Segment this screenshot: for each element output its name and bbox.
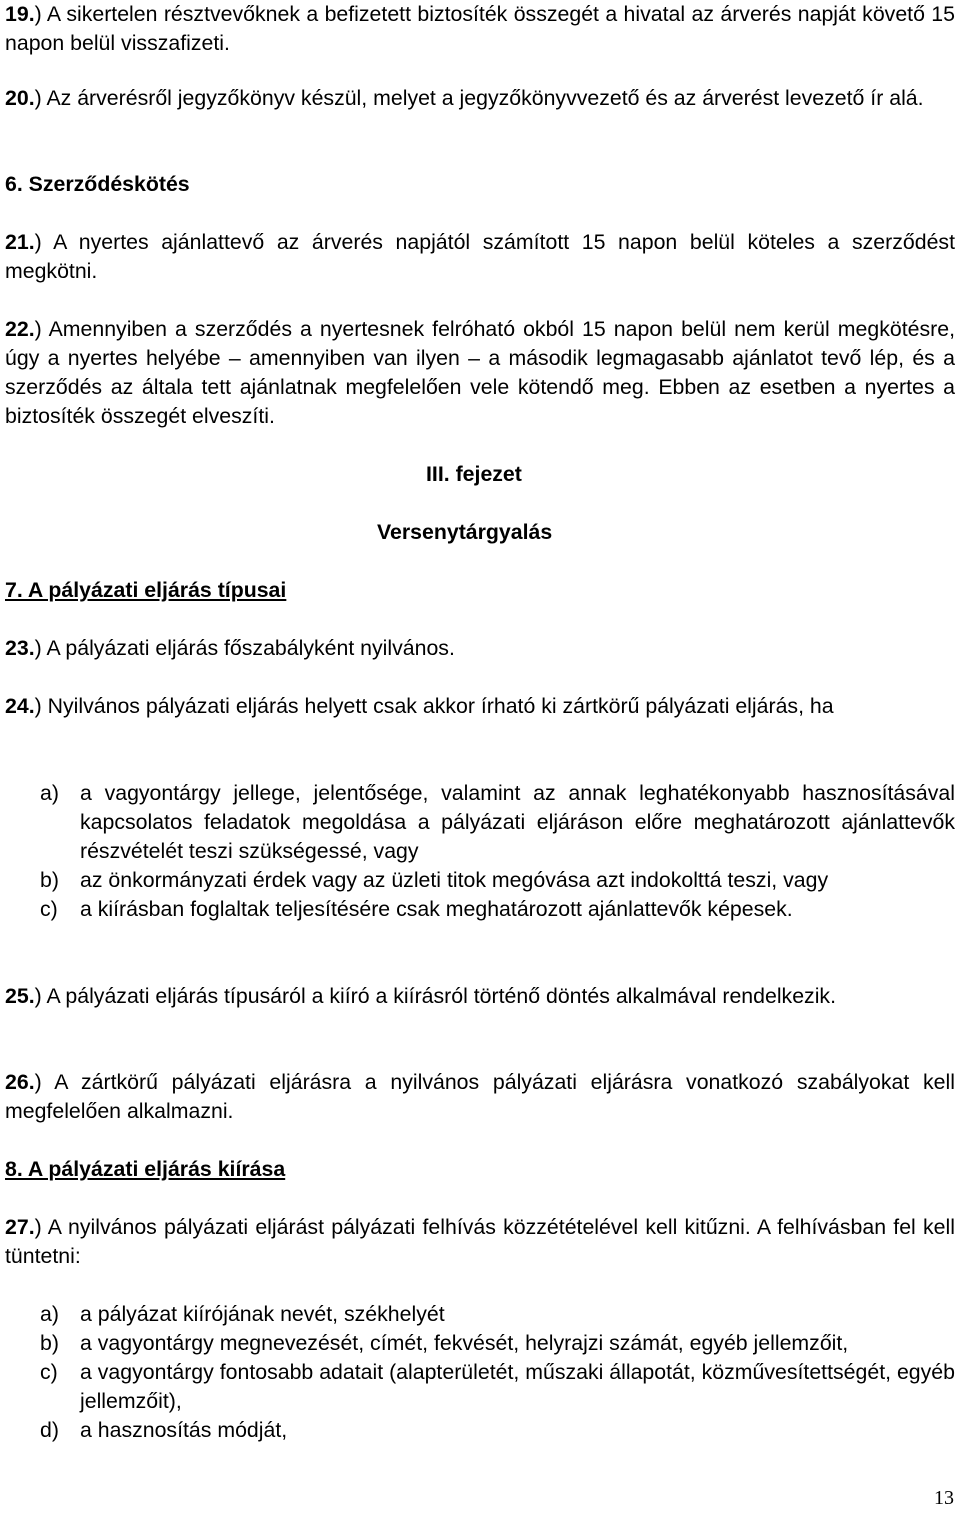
- paragraph-text: ) Az árverésről jegyzőkönyv készül, melyet a jegyzőkönyvvezető és az árverést levezető ír alá.: [34, 86, 924, 110]
- list-item-label: c): [40, 897, 58, 921]
- paragraph-text: ) A nyilvános pályázati eljárást pályázati felhívás közzétételével kell kitűzni. A felhívásban fel kell tüntetni:: [5, 1215, 955, 1268]
- paragraph-19: [5, 0, 955, 58]
- paragraph-20: [5, 84, 955, 113]
- list-item-text: a hasznosítás módját,: [80, 1418, 288, 1442]
- section-heading-8: [5, 1155, 955, 1184]
- paragraph-number: 21.: [5, 230, 35, 254]
- paragraph-number: 19.: [5, 2, 35, 26]
- paragraph-21: [5, 228, 955, 286]
- list-item: [40, 1358, 955, 1416]
- list-item-text: az önkormányzati érdek vagy az üzleti titok megóvása azt indokolttá teszi, vagy: [80, 868, 829, 892]
- paragraph-text: ) A sikertelen résztvevőknek a befizetett biztosíték összegét a hivatal az árverés napját követő 15 napon belül visszafizeti.: [5, 2, 955, 55]
- list-item: [40, 1416, 955, 1445]
- paragraph-text: ) A pályázati eljárás típusáról a kiíró a kiírásról történő döntés alkalmával rendelkezik.: [34, 984, 836, 1008]
- paragraph-27: [5, 1213, 955, 1271]
- paragraph-number: 24.: [5, 694, 35, 718]
- paragraph-number: 25.: [5, 984, 35, 1008]
- list-item-text: a kiírásban foglaltak teljesítésére csak meghatározott ajánlattevők képesek.: [80, 897, 793, 921]
- paragraph-24: [5, 692, 955, 721]
- paragraph-number: 22.: [5, 317, 35, 341]
- page-number: 13: [934, 1487, 954, 1509]
- announcement-contents-list: [40, 1300, 955, 1445]
- paragraph-number: 27.: [5, 1215, 35, 1239]
- section-heading-7-text: 7. A pályázati eljárás típusai: [5, 578, 287, 602]
- section-heading-8-text: 8. A pályázati eljárás kiírása: [5, 1157, 286, 1181]
- paragraph-number: 26.: [5, 1070, 35, 1094]
- list-item-label: d): [40, 1418, 59, 1442]
- list-item: [40, 779, 955, 866]
- paragraph-text: ) A zártkörű pályázati eljárásra a nyilvános pályázati eljárásra vonatkozó szabályokat kell megfelelően alkalmazni.: [5, 1070, 955, 1123]
- section-heading-6: 6. Szerződéskötés: [5, 172, 190, 196]
- list-item-label: a): [40, 781, 59, 805]
- list-item-text: a pályázat kiírójának nevét, székhelyét: [80, 1302, 445, 1326]
- paragraph-text: ) Nyilvános pályázati eljárás helyett csak akkor írható ki zártkörű pályázati eljárás, ha: [34, 694, 834, 718]
- list-item: [40, 866, 955, 895]
- list-item-label: b): [40, 1331, 59, 1355]
- chapter-title: Versenytárgyalás: [377, 520, 553, 544]
- section-heading-7: [5, 576, 955, 605]
- list-item-text: a vagyontárgy jellege, jelentősége, valamint az annak leghatékonyabb hasznosításával kapcsolatos feladatok megoldása a pályázati eljáráson előre meghatározott ajánlattevők részvételét teszi szükségessé, vagy: [80, 781, 955, 863]
- list-item-text: a vagyontárgy megnevezését, címét, fekvését, helyrajzi számát, egyéb jellemzőit,: [80, 1331, 849, 1355]
- list-item: [40, 1300, 955, 1329]
- chapter-number: III. fejezet: [426, 462, 522, 486]
- list-item: [40, 895, 955, 924]
- list-item: [40, 1329, 955, 1358]
- paragraph-number: 23.: [5, 636, 35, 660]
- paragraph-26: [5, 1068, 955, 1126]
- list-item-label: b): [40, 868, 59, 892]
- paragraph-number: 20.: [5, 86, 35, 110]
- paragraph-25: [5, 982, 955, 1011]
- paragraph-text: ) Amennyiben a szerződés a nyertesnek felróható okból 15 napon belül nem kerül megkötésre, úgy a nyertes helyébe – amennyiben van ilyen – a második legmagasabb ajánlatot tevő lép, és a szerződés az általa tett ajánlatnak megfelelően vele kötendő meg. Ebben az esetben a nyertes a biztosíték összegét elveszíti.: [5, 317, 955, 428]
- list-item-text: a vagyontárgy fontosabb adatait (alapterületét, műszaki állapotát, közművesítettségét, egyéb jellemzőit),: [80, 1360, 955, 1413]
- conditions-list: [40, 779, 955, 924]
- list-item-label: a): [40, 1302, 59, 1326]
- paragraph-23: [5, 634, 955, 663]
- paragraph-22: [5, 315, 955, 431]
- paragraph-text: ) A nyertes ajánlattevő az árverés napjától számított 15 napon belül köteles a szerződést megkötni.: [5, 230, 955, 283]
- list-item-label: c): [40, 1360, 58, 1384]
- paragraph-text: ) A pályázati eljárás főszabályként nyilvános.: [34, 636, 455, 660]
